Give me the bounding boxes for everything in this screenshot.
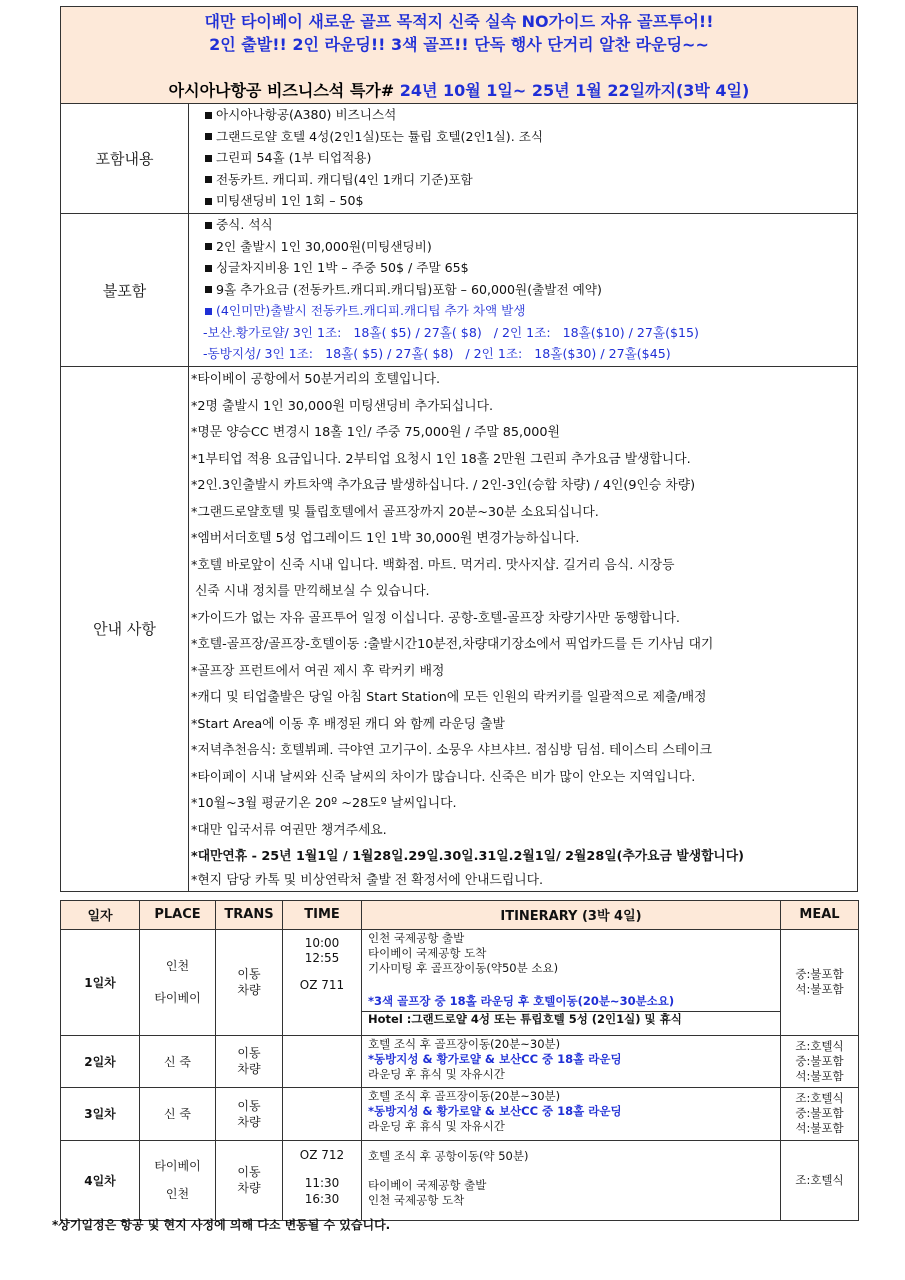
offer-period: 24년 10월 1일~ 25년 1월 22일까지(3박 4일) [399,81,750,100]
table-row: 4일차 타이베이 인천 이동 차량 OZ 712 11:30 16:30 호텔 조식 후 공항이동(약 50분) 타이베이 국제공항 출발 인천 국제공항 도착 조:호텔식 [61,1140,859,1220]
notes-label: 안내 사항 [61,367,189,892]
col-meal: MEAL [781,900,859,929]
info-table [60,103,858,892]
surcharge-line: -동방지성/ 3인 1조: 18홀( $5) / 27홀( $8) / 2인 1조: 18홀($30) / 27홀($45) [203,346,671,361]
note-item: *타이페이 시내 날씨와 신죽 날씨의 차이가 많습니다. 신죽은 비가 많이 안오는 지역입니다. [191,769,696,785]
excluded-list [189,214,858,367]
list-item: 그랜드로얄 호텔 4성(2인1실)또는 튤립 호텔(2인1실). 조식 [195,126,857,148]
list-item: (4인미만)출발시 전동카트.캐디피.캐디팁 추가 차액 발생 [195,300,857,322]
list-item: 아시아나항공(A380) 비즈니스석 [195,104,857,126]
list-item: 2인 출발시 1인 30,000원(미팅샌딩비) [195,236,857,258]
note-item: *10월~3월 평균기온 20º ~28도º 날씨입니다. [191,796,457,811]
col-day: 일자 [61,900,140,929]
table-row: 1일차 인천 타이베이 이동 차량 10:00 12:55 OZ 711 인천 국제공항 출발 타이베이 국제공항 도착 기사미팅 후 골프장이동(약50분 소요) *3색 골프장 중 18홀 라운딩 후 호텔이동(20분~30분소요) Hotel :그랜드로얄 4성 또는 튜립호텔 5성 (2인1실) 및 휴식 중:불포함 석:불포함 [61,929,859,1035]
note-item: *저녁추천음식: 호텔뷔페. 극야연 고기구이. 소뭉우 샤브샤브. 점심방 딤섬. 테이스티 스테이크 [191,743,712,758]
footnote: *상기일정은 항공 및 현지 사정에 의해 다소 변동될 수 있습니다. [52,1218,391,1232]
note-item: *명문 양승CC 변경시 18홀 1인/ 주중 75,000원 / 주말 85,000원 [191,425,560,440]
col-time: TIME [283,900,362,929]
note-item: *그랜드로얄호텔 및 튤립호텔에서 골프장까지 20분~30분 소요되십니다. [191,504,599,520]
airline-offer: 아시아나항공 비즈니스석 특가# [168,81,395,100]
note-item: *현지 담당 카톡 및 비상연락처 출발 전 확정서에 안내드립니다. [191,872,544,888]
note-item: *Start Area에 이동 후 배정된 캐디 와 함께 라운딩 출발 [191,716,505,732]
note-item: *2명 출발시 1인 30,000원 미팅샌딩비 추가되십니다. [191,398,494,414]
list-item: 그린피 54홀 (1부 티업적용) [195,147,857,169]
col-place: PLACE [140,900,216,929]
list-item: 9홀 추가요금 (전동카트.캐디피.캐디팁)포함 – 60,000원(출발전 예약) [195,279,857,301]
notes-list [189,367,858,892]
col-itinerary: ITINERARY (3박 4일) [362,900,781,929]
headline-2: 2인 출발!! 2인 라운딩!! 3색 골프!! 단독 행사 단거리 알찬 라운딩~~ [209,35,709,54]
note-item: *2인.3인출발시 카트차액 추가요금 발생하십니다. / 2인-3인(승합 차량) / 4인(9인승 차량) [191,478,696,493]
list-item: 전동카트. 캐디피. 캐디팁(4인 1캐디 기준)포함 [195,169,857,191]
table-row: 3일차 신 죽 이동 차량 호텔 조식 후 골프장이동(20분~30분) *동방지성 & 황가로얄 & 보산CC 중 18홀 라운딩 라운딩 후 휴식 및 자유시간 조:호텔식 중:불포함 석:불포함 [61,1087,859,1140]
holiday-note: *대만연휴 - 25년 1월1일 / 1월28일.29일.30일.31일.2월1일/ 2월28일(추가요금 발생합니다) [191,849,744,864]
note-item: *골프장 프런트에서 여권 제시 후 락커키 배정 [191,663,445,679]
note-item: *1부티업 적용 요금입니다. 2부티업 요청시 1인 18홀 2만원 그린피 추가요금 발생합니다. [191,451,691,467]
table-row: 2일차 신 죽 이동 차량 호텔 조식 후 골프장이동(20분~30분) *동방지성 & 황가로얄 & 보산CC 중 18홀 라운딩 라운딩 후 휴식 및 자유시간 조:호텔식 중:불포함 석:불포함 [61,1035,859,1087]
included-list [189,104,858,214]
itinerary-table [60,900,859,1221]
note-item: *타이베이 공항에서 50분거리의 호텔입니다. [191,372,441,387]
note-item: *엠버서더호텔 5성 업그레이드 1인 1박 30,000원 변경가능하십니다. [191,531,580,546]
list-item: 싱글차지비용 1인 1박 – 주중 50$ / 주말 65$ [195,257,857,279]
note-item: *호텔 바로앞이 신죽 시내 입니다. 백화점. 마트. 먹거리. 맛사지샵. 길거리 음식. 시장등 [191,557,675,573]
title-banner [60,6,858,104]
included-label: 포함내용 [61,104,189,214]
brochure [60,6,858,1221]
headline-3 [61,79,857,103]
note-item: *가이드가 없는 자유 골프투어 일정 이십니다. 공항-호텔-골프장 차량기사만 동행합니다. [191,610,680,626]
list-item: 미팅샌딩비 1인 1회 – 50$ [195,190,857,212]
note-item: 신죽 시내 정치를 만끽해보실 수 있습니다. [191,584,430,599]
note-item: *캐디 및 티업출발은 당일 아침 Start Station에 모든 인원의 락커키를 일괄적으로 제출/배정 [191,690,707,705]
headline-1: 대만 타이베이 새로운 골프 목적지 신죽 실속 NO가이드 자유 골프투어!! [204,12,714,31]
note-item: *대만 입국서류 여권만 챙겨주세요. [191,822,387,838]
note-item: *호텔-골프장/골프장-호텔이동 :출발시간10분전,차량대기장소에서 픽업카드를 든 기사님 대기 [191,637,714,652]
list-item: 중식. 석식 [195,214,857,236]
excluded-label: 불포함 [61,214,189,367]
surcharge-line: -보산.황가로얄/ 3인 1조: 18홀( $5) / 27홀( $8) / 2인 1조: 18홀($10) / 27홀($15) [203,324,699,340]
col-trans: TRANS [216,900,283,929]
